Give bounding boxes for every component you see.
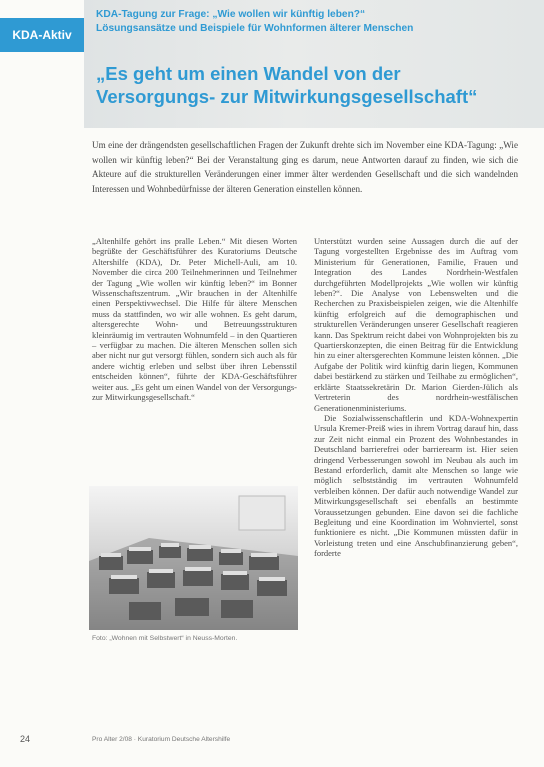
photo-caption: Foto: „Wohnen mit Selbstwert“ in Neuss-Morten.	[92, 635, 238, 642]
model-illustration	[89, 486, 298, 630]
article-column-right	[314, 236, 518, 559]
footer-text: Pro Alter 2/08 · Kuratorium Deutsche Altershilfe	[92, 736, 231, 743]
paragraph: Die Sozialwissenschaftlerin und KDA-Wohnexpertin Ursula Kremer-Preiß wies in ihrem Vortrag darauf hin, dass zur Zeit nicht einmal ein Prozent des Wohnbestandes in Deutschland barrierefrei oder barrierearm ist. Hier seien dringend Verbesserungen sowohl im Neubau als auch im Bestand erforderlich, damit alte Menschen so lange wie möglich selbstständig im vertrauten Wohnumfeld verbleiben können. Der dafür auch notwendige Wandel zur Mitwirkungsgesellschaft sei ebenfalls an bestimmte Voraussetzungen gebunden. Eine davon sei die fachliche Begleitung und eine Koordination im Wohnviertel, sonst funktioniere es nicht. „Die Kommunen müssten dafür in Vorleistung treten und eine Anschubfinanzierung geben“, forderte	[314, 412, 518, 559]
lead-paragraph: Um eine der drängendsten gesellschaftlichen Fragen der Zukunft drehte sich im November eine KDA-Tagung: „Wie wollen wir künftig leben?“ Bei der Veranstaltung ging es darum, neue Antworten darauf zu finden, wie sich die Akteure auf die strukturellen Veränderungen einer immer älter werdenden Gesellschaft und die sich wandelnden Interessen und Wohnbedürfnisse der älteren Generation einstellen können.	[92, 140, 518, 194]
page-number: 24	[20, 734, 31, 744]
article-column-left	[92, 236, 297, 403]
paragraph: „Altenhilfe gehört ins pralle Leben.“ Mit diesen Worten begrüßte der Geschäftsführer des Kuratoriums Deutsche Altershilfe (KDA), Dr. Peter Michell-Auli, am 10. November die circa 200 Teilnehmerinnen und Teilnehmer der Tagung „Wie wollen wir künftig leben?“ im Bonner Wissenschaftszentrum. „Wir brauchen in der Altenhilfe einen Perspektivwechsel. Die Hilfe für ältere Menschen muss da stattfinden, wo wir alle wohnen. Es geht darum, altersgerechte Wohn- und Betreuungsstrukturen kleinräumig im vertrauten Wohnumfeld – in den Quartieren – verfügbar zu machen. Die älteren Menschen sollen sich aber nicht nur gut versorgt fühlen, sondern sich auch als für andere wichtig erleben und selbst über ihren Lebensstil entscheiden können“, führte der KDA-Geschäftsführer weiter aus. „Es geht um einen Wandel von der Versorgungs- zur Mitwirkungsgesellschaft.“	[92, 236, 297, 403]
section-tag: KDA-Aktiv	[0, 18, 84, 52]
architecture-model-photo	[89, 486, 298, 630]
headline-line-2: Versorgungs- zur Mitwirkungsgesellschaft“	[96, 86, 478, 107]
paragraph: Unterstützt wurden seine Aussagen durch die auf der Tagung vorgestellten Ergebnisse des im Auftrag vom Ministerium für Generationen, Familie, Frauen und Integration des Landes Nordrhein-Westfalen durchgeführten Modellprojekts „Wie wollen wir künftig leben?“. Die Analyse von Lebenswelten und die Recherchen zu Praxisbeispielen zeigen, wie die Altenhilfe künftig erfolgreich auf die demographischen und strukturellen Veränderungen unserer Gesellschaft reagieren kann. Das Spektrum reicht dabei von Wohnprojekten bis zu Quartierskonzepten, die einen Beitrag für die Entwicklung hin zu einer altersgerechten Kommune leisten können. „Die Aufgabe der Politik wird künftig darin liegen, Kommunen dabei bestärkend zu stärken und Teilhabe zu ermöglichen“, erklärte Staatssekretärin Dr. Marion Gierden-Jülich als Vertreterin des nordrhein-westfälischen Generationenministeriums.	[314, 236, 518, 413]
kicker-line-2: Lösungsansätze und Beispiele für Wohnformen älterer Menschen	[96, 22, 414, 34]
headline-line-1: „Es geht um einen Wandel von der	[96, 63, 401, 84]
headline	[96, 62, 536, 108]
kicker	[96, 8, 536, 35]
kicker-line-1: KDA-Tagung zur Frage: „Wie wollen wir künftig leben?“	[96, 9, 366, 20]
